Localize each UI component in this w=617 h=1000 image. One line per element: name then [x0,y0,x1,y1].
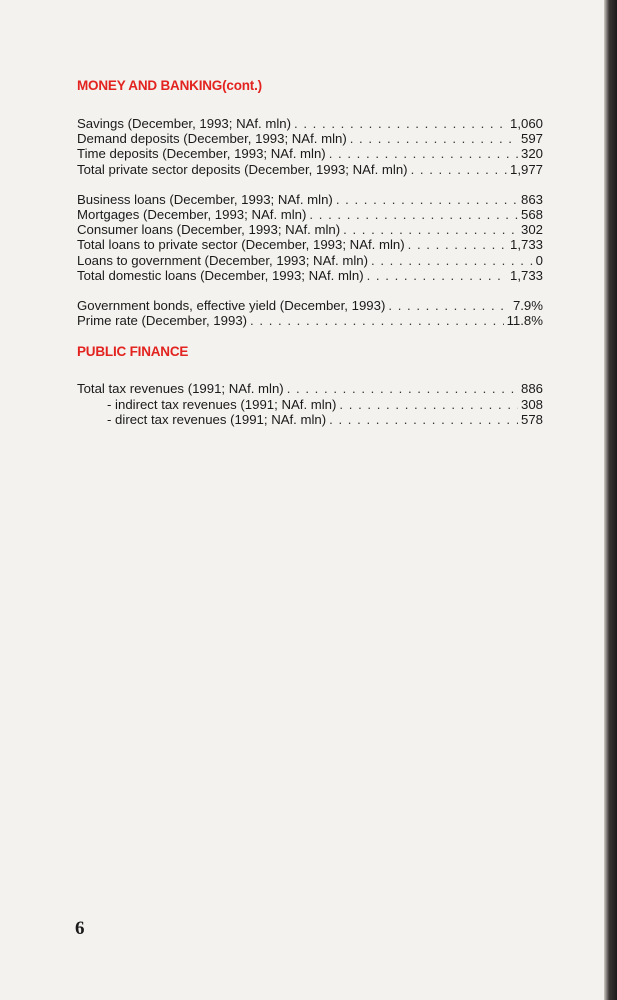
rates-group [77,298,543,328]
page-binding-edge [604,0,617,1000]
stat-row [77,162,543,177]
dot-leader [329,412,518,427]
dot-leader [411,162,507,177]
stat-row [77,192,543,207]
stat-value: 302 [520,222,543,238]
stat-label: Business loans (December, 1993; NAf. mln) [77,191,333,207]
stat-value: 863 [520,191,543,207]
stat-label: Consumer loans (December, 1993; NAf. mln) [77,222,341,238]
public-finance-group [77,381,543,427]
section-heading-money-banking: MONEY AND BANKING(cont.) [77,78,262,93]
stat-value: 11.8% [506,313,543,329]
stat-value: 320 [520,146,543,162]
stat-label: Demand deposits (December, 1993; NAf. mln) [77,131,347,147]
dot-leader [388,298,510,313]
section-heading-public-finance: PUBLIC FINANCE [77,344,189,360]
dot-leader [309,207,518,222]
stat-value: 308 [520,396,543,412]
stat-row [77,146,543,161]
dot-leader [350,131,518,146]
stat-label: Total loans to private sector (December, 1993; NAf. mln) [77,237,405,253]
stat-row [77,131,543,146]
dot-leader [408,237,507,252]
stat-value: 1,733 [509,267,543,283]
stat-value: 597 [520,131,543,147]
dot-leader [287,381,518,396]
stat-label: Savings (December, 1993; NAf. mln) [77,116,292,131]
stat-value: 1,060 [509,116,543,131]
page-content [77,78,543,427]
stat-label: Government bonds, effective yield (December, 1993) [77,298,386,314]
dot-leader [336,192,518,207]
stat-row [77,412,543,427]
loans-group [77,192,543,283]
stat-value: 1,977 [509,161,543,177]
dot-leader [294,116,507,131]
stat-row [77,207,543,222]
stat-row [77,298,543,313]
dot-leader [250,313,504,328]
stat-label: Loans to government (December, 1993; NAf. mln) [77,252,369,268]
stat-value: 1,733 [509,237,543,253]
stat-row [77,313,543,328]
dot-leader [371,253,533,268]
stat-row [77,222,543,237]
stat-row [77,397,543,412]
stat-label: - direct tax revenues (1991; NAf. mln) [107,411,327,427]
stat-label: Prime rate (December, 1993) [77,313,248,329]
dot-leader [339,397,518,412]
dot-leader [343,222,518,237]
page-number: 6 [75,918,85,939]
stat-row [77,116,543,131]
stat-label: Total private sector deposits (December, 1993; NAf. mln) [77,161,408,177]
stat-label: Mortgages (December, 1993; NAf. mln) [77,207,307,223]
stat-value: 568 [520,207,543,223]
stat-value: 886 [520,381,543,397]
dot-leader [367,268,507,283]
stat-label: Time deposits (December, 1993; NAf. mln) [77,146,326,162]
deposits-group [77,116,543,177]
stat-value: 0 [535,252,543,268]
stat-value: 578 [520,411,543,427]
stat-row [77,268,543,283]
stat-row [77,237,543,252]
stat-value: 7.9% [512,298,543,314]
stat-row [77,381,543,396]
stat-label: - indirect tax revenues (1991; NAf. mln) [107,396,337,412]
stat-label: Total tax revenues (1991; NAf. mln) [77,381,284,397]
stat-row [77,253,543,268]
dot-leader [329,146,518,161]
stat-label: Total domestic loans (December, 1993; NAf. mln) [77,267,364,283]
